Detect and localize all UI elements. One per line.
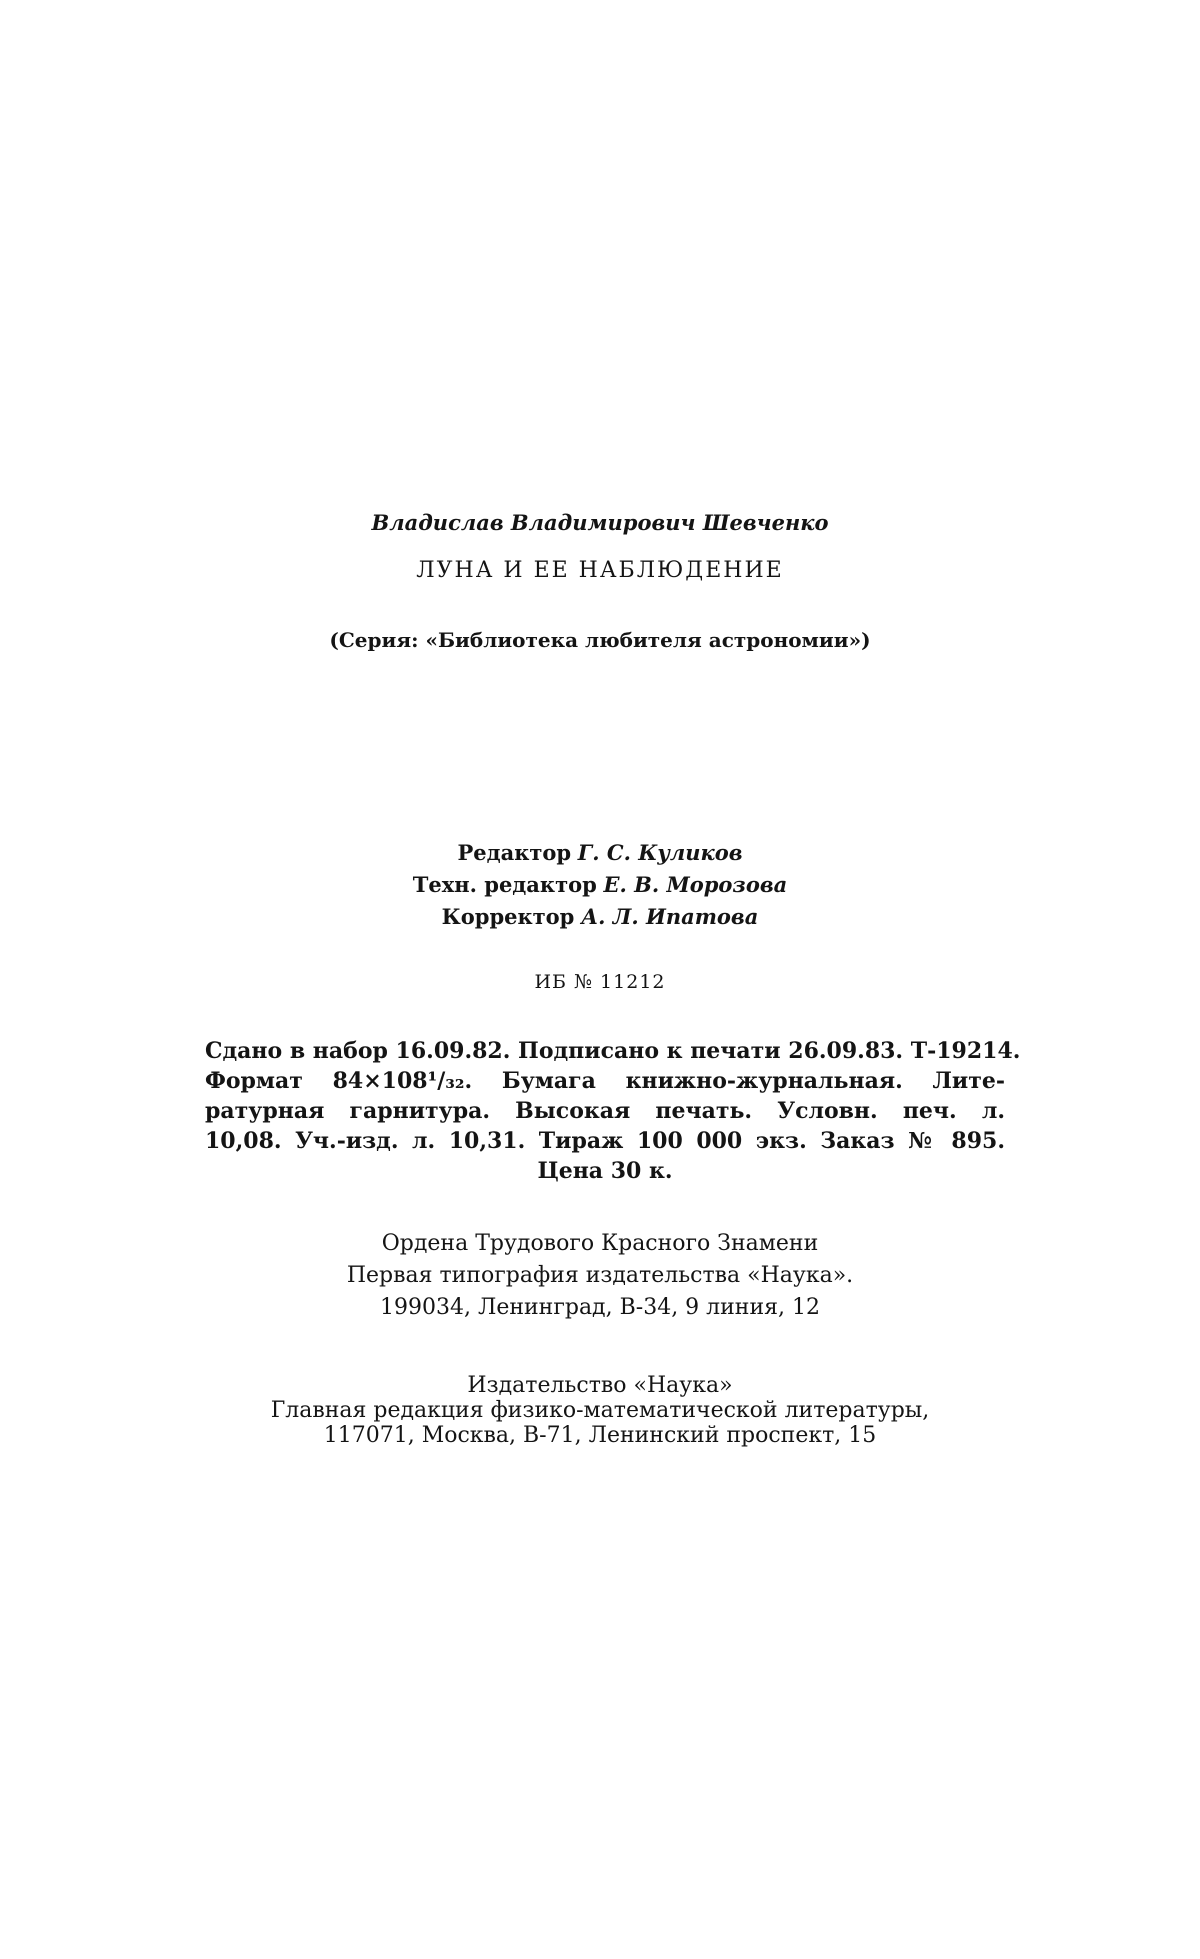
- editor-name: Г. С. Куликов: [577, 840, 743, 865]
- imprint-block: [205, 1036, 1021, 1186]
- proofreader-line: [0, 906, 1200, 928]
- imprint-line: ратурная гарнитура. Высокая печать. Условн. печ. л.: [205, 1098, 1005, 1124]
- publisher-line: Главная редакция физико-математической литературы,: [270, 1398, 930, 1423]
- proofreader-role: Корректор: [441, 904, 575, 929]
- tech-editor-line: [0, 874, 1200, 896]
- price-line: Цена 30 к.: [537, 1158, 673, 1184]
- printer-address: 199034, Ленинград, В-34, 9 линия, 12: [380, 1295, 820, 1320]
- ib-number: ИБ № 11212: [534, 971, 666, 993]
- tech-editor-role: Техн. редактор: [412, 872, 597, 897]
- imprint-line: Сдано в набор 16.09.82. Подписано к печати 26.09.83. Т-19214.: [205, 1038, 1021, 1064]
- series-title: (Серия: «Библиотека любителя астрономии»): [329, 628, 871, 652]
- tech-editor-name: Е. В. Морозова: [603, 872, 788, 897]
- imprint-line: 10,08. Уч.-изд. л. 10,31. Тираж 100 000 экз. Заказ № 895.: [205, 1128, 1005, 1154]
- publisher-name: Издательство «Наука»: [467, 1373, 733, 1398]
- proofreader-name: А. Л. Ипатова: [581, 904, 759, 929]
- imprint-line: Формат 84×108¹/₃₂. Бумага книжно-журнальная. Лите-: [205, 1068, 1005, 1094]
- author-name: Владислав Владимирович Шевченко: [371, 510, 829, 535]
- printer-line: Первая типография издательства «Наука».: [346, 1263, 854, 1288]
- editor-line: [0, 842, 1200, 864]
- book-title: ЛУНА И ЕЕ НАБЛЮДЕНИЕ: [416, 558, 784, 583]
- editor-role: Редактор: [457, 840, 572, 865]
- publisher-address: 117071, Москва, В-71, Ленинский проспект, 15: [323, 1423, 877, 1448]
- printer-line: Ордена Трудового Красного Знамени: [381, 1231, 819, 1256]
